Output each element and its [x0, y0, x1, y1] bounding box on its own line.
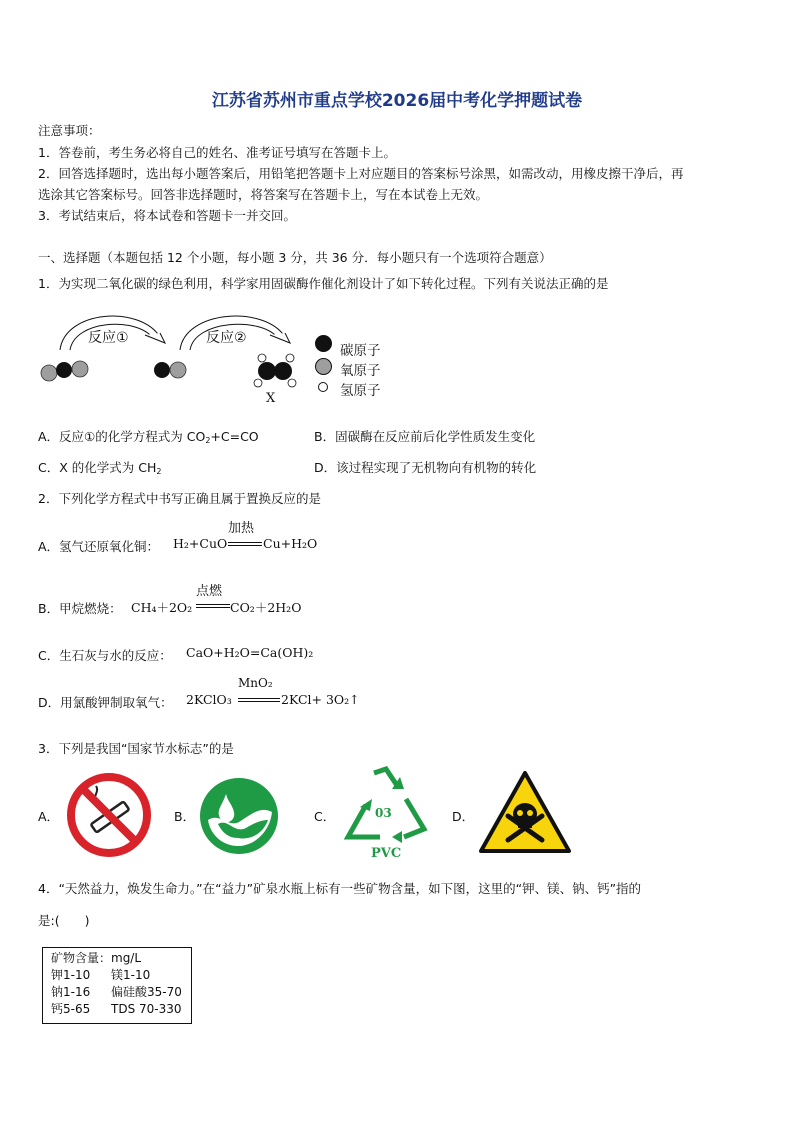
no-smoking-sign-icon: [66, 772, 152, 858]
co-oxygen-atom: [170, 362, 186, 378]
mineral-row: 钠1-16 偏硅酸35-70: [51, 985, 182, 999]
legend-hydrogen-label: 氢原子: [340, 383, 381, 399]
q2-option-a-equals: [228, 542, 262, 546]
mineral-row: 钾1-10 镁1-10: [51, 968, 151, 982]
toxic-hazard-sign-icon: [478, 770, 572, 854]
q2-option-c-label: C．生石灰与水的反应：: [38, 648, 172, 663]
q2-option-b-products: CO₂＋2H₂O: [230, 600, 302, 615]
q3-stem: 3．下列是我国“国家节水标志”的是: [38, 741, 234, 756]
notes-heading: 注意事项：: [38, 123, 101, 138]
q1-reaction-diagram: [30, 305, 300, 410]
carbon-atom-legend-icon: [315, 335, 332, 352]
notes-item-1: 1．答卷前，考生务必将自己的姓名、准考证号填写在答题卡上。: [38, 145, 396, 160]
x-hydrogen-atom-1: [258, 354, 266, 362]
q3-option-a-label: A．: [38, 809, 60, 824]
q2-option-d-catalyst: MnO₂: [238, 676, 273, 690]
q3-option-d-label: D．: [452, 809, 475, 824]
q4-stem-line-1: 4．“天然益力，焕发生命力。”在“益力”矿泉水瓶上标有一些矿物含量，如下图，这里的“钾、镁、钠、钙”指的: [38, 881, 642, 896]
reaction-1-label: 反应①: [88, 330, 129, 346]
x-molecule-label: X: [266, 391, 276, 406]
q2-option-d-reactants: 2KClO₃: [186, 692, 232, 707]
q2-option-a-reactants: H₂+CuO: [173, 536, 228, 551]
q2-option-b-reactants: CH₄＋2O₂: [131, 600, 193, 615]
reaction-1-arrow-head: [145, 333, 165, 343]
q2-stem: 2．下列化学方程式中书写正确且属于置换反应的是: [38, 491, 321, 506]
co2-oxygen-atom-2: [72, 361, 88, 377]
oxygen-atom-legend-icon: [315, 358, 332, 375]
recycle-material-label: PVC: [371, 846, 402, 861]
co-carbon-atom: [154, 362, 170, 378]
reaction-2-label: 反应②: [206, 330, 247, 346]
q2-option-b-equals: [196, 604, 230, 608]
notes-item-2-line-1: 2．回答选择题时，选出每小题答案后，用铅笔把答题卡上对应题目的答案标号涂黑，如需改动，用橡皮擦干净后，再: [38, 166, 684, 181]
x-hydrogen-atom-2: [286, 354, 294, 362]
q3-option-b-label: B．: [174, 809, 196, 824]
page-title: 江苏省苏州市重点学校2026届中考化学押题试卷: [211, 91, 583, 111]
co2-oxygen-atom-1: [41, 365, 57, 381]
q2-option-c-equation: CaO+H₂O=Ca(OH)₂: [186, 645, 314, 660]
reaction-2-arrow-head: [270, 333, 290, 343]
mineral-row: 钙5-65 TDS 70-330: [51, 1002, 182, 1016]
co2-carbon-atom: [56, 362, 72, 378]
section-heading: 一、选择题（本题包括 12 个小题，每小题 3 分，共 36 分．每小题只有一个选项符合题意）: [38, 250, 552, 265]
x-hydrogen-atom-4: [288, 379, 296, 387]
recycle-number: 03: [375, 806, 392, 820]
q4-stem-line-2: 是:( ): [38, 913, 90, 928]
q1-option-d: D．该过程实现了无机物向有机物的转化: [314, 460, 537, 475]
q1-option-b: B．固碳酶在反应前后化学性质发生变化: [314, 429, 536, 444]
water-saving-sign-icon: [198, 776, 280, 856]
x-carbon-atom-1: [258, 362, 276, 380]
legend-carbon-label: 碳原子: [340, 343, 381, 359]
q1-stem: 1．为实现二氧化碳的绿色利用，科学家用固碳酶作催化剂设计了如下转化过程。下列有关说法正确的是: [38, 276, 609, 291]
recycle-pvc-sign-icon: [340, 765, 432, 845]
q2-option-d-label: D．用氯酸钾制取氧气：: [38, 695, 173, 710]
hydrogen-atom-legend-icon: [318, 382, 328, 392]
notes-item-2-line-2: 选涂其它答案标号。回答非选择题时，将答案写在答题卡上，写在本试卷上无效。: [38, 187, 489, 202]
q2-option-a-condition: 加热: [228, 521, 255, 536]
q2-option-b-condition: 点燃: [196, 584, 223, 599]
q3-option-c-label: C．: [314, 809, 336, 824]
q2-option-d-equals: [238, 698, 280, 702]
mineral-content-label: [42, 947, 192, 1024]
notes-item-3: 3．考试结束后，将本试卷和答题卡一并交回。: [38, 208, 296, 223]
q1-option-c: C．X 的化学式为 $CH_2$: [38, 460, 162, 476]
x-carbon-atom-2: [274, 362, 292, 380]
q2-option-a-products: Cu+H₂O: [263, 536, 318, 551]
q2-option-d-products: 2KCl+ 3O₂↑: [281, 692, 360, 707]
q2-option-a-label: A．氢气还原氧化铜：: [38, 539, 160, 554]
mineral-content-header: 矿物含量：mg/L: [51, 951, 142, 965]
legend-oxygen-label: 氧原子: [340, 363, 381, 379]
q2-option-b-label: B．甲烷燃烧：: [38, 601, 122, 616]
q1-option-a: A．反应①的化学方程式为 $CO_2+C=CO$: [38, 429, 259, 445]
x-hydrogen-atom-3: [254, 379, 262, 387]
